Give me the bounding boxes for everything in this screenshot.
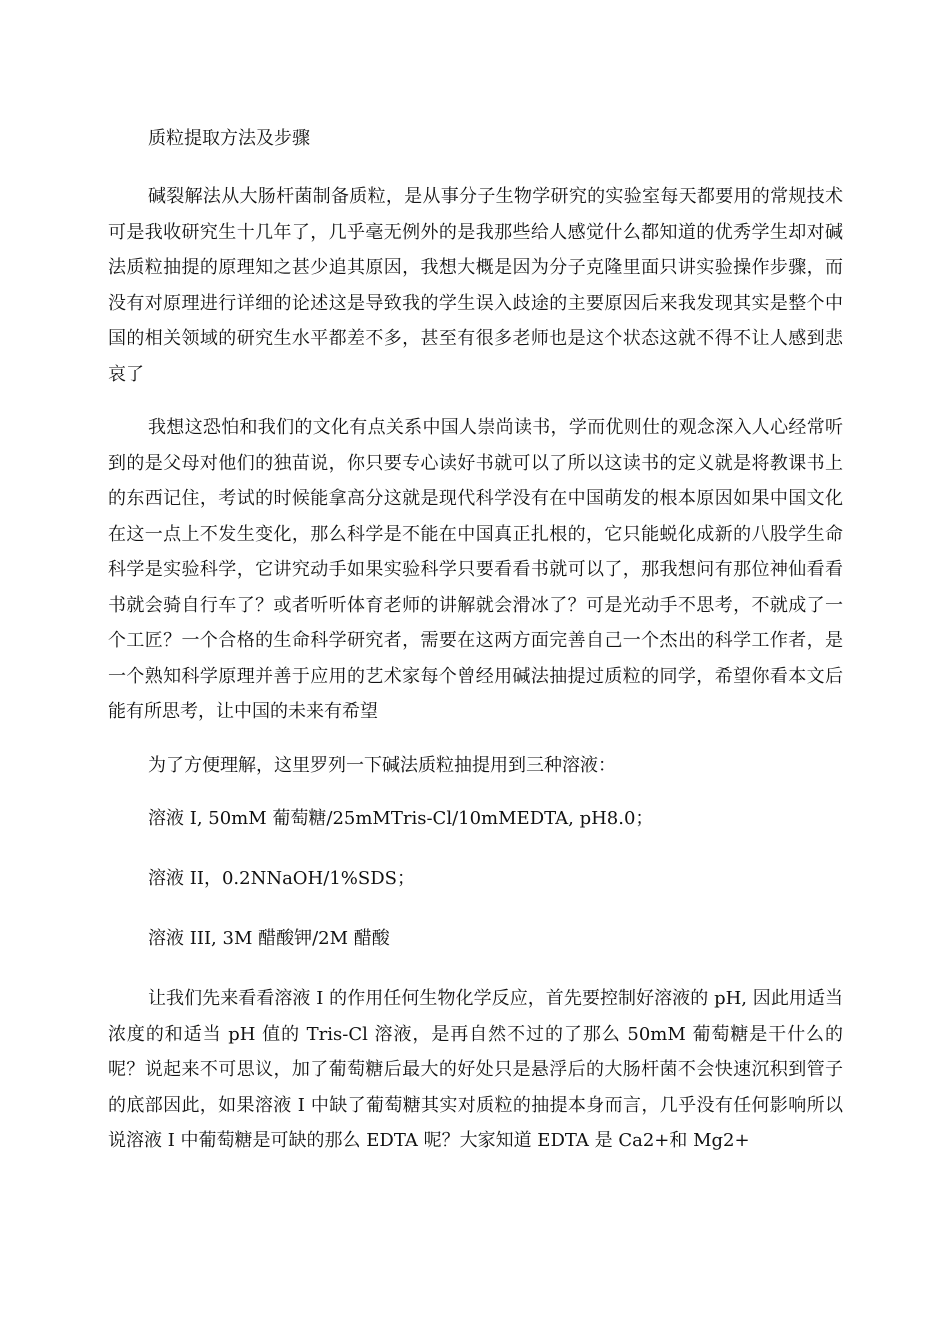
paragraph-solutions-intro: 为了方便理解，这里罗列一下碱法质粒抽提用到三种溶液：	[148, 754, 616, 776]
solution-3: 溶液 III, 3M 醋酸钾/2M 醋酸	[148, 928, 390, 949]
document-title: 质粒提取方法及步骤	[148, 128, 310, 149]
document-body	[108, 121, 843, 1177]
paragraph-solution-1-explanation: 让我们先来看看溶液 I 的作用任何生物化学反应，首先要控制好溶液的 pH, 因此用适当浓度的和适当 pH 值的 Tris-Cl 溶液，是再自然不过的了那么 50mM 葡萄糖是干什么的呢？说起来不可思议，加了葡萄糖后最大的好处只是悬浮后的大肠杆菌不会快速沉积到管子的底部因此，如果溶液 I 中缺了葡萄糖其实对质粒的抽提本身而言，几乎没有任何影响所以说溶液 I 中葡萄糖是可缺的那么 EDTA 呢？大家知道 EDTA 是 Ca2+和 Mg2+	[108, 988, 843, 1151]
paragraph-intro: 碱裂解法从大肠杆菌制备质粒，是从事分子生物学研究的实验室每天都要用的常规技术可是我收研究生十几年了，几乎毫无例外的是我那些给人感觉什么都知道的优秀学生却对碱法质粒抽提的原理知之甚少追其原因，我想大概是因为分子克隆里面只讲实验操作步骤，而没有对原理进行详细的论述这是导致我的学生误入歧途的主要原因后来我发现其实是整个中国的相关领域的研究生水平都差不多，甚至有很多老师也是这个状态这就不得不让人感到悲哀了	[108, 186, 843, 385]
solution-1: 溶液 I, 50mM 葡萄糖/25mMTris-Cl/10mMEDTA, pH8.0；	[148, 808, 654, 829]
solution-2: 溶液 II，0.2NNaOH/1%SDS；	[148, 868, 415, 889]
paragraph-culture: 我想这恐怕和我们的文化有点关系中国人崇尚读书，学而优则仕的观念深入人心经常听到的是父母对他们的独苗说，你只要专心读好书就可以了所以这读书的定义就是将教课书上的东西记住，考试的时候能拿高分这就是现代科学没有在中国萌发的根本原因如果中国文化在这一点上不发生变化，那么科学是不能在中国真正扎根的，它只能蜕化成新的八股学生命科学是实验科学，它讲究动手如果实验科学只要看看书就可以了，那我想问有那位神仙看看书就会骑自行车了？或者听听体育老师的讲解就会滑冰了？可是光动手不思考，不就成了一个工匠？一个合格的生命科学研究者，需要在这两方面完善自己一个杰出的科学工作者，是一个熟知科学原理并善于应用的艺术家每个曾经用碱法抽提过质粒的同学，希望你看本文后能有所思考，让中国的未来有希望	[108, 417, 843, 722]
